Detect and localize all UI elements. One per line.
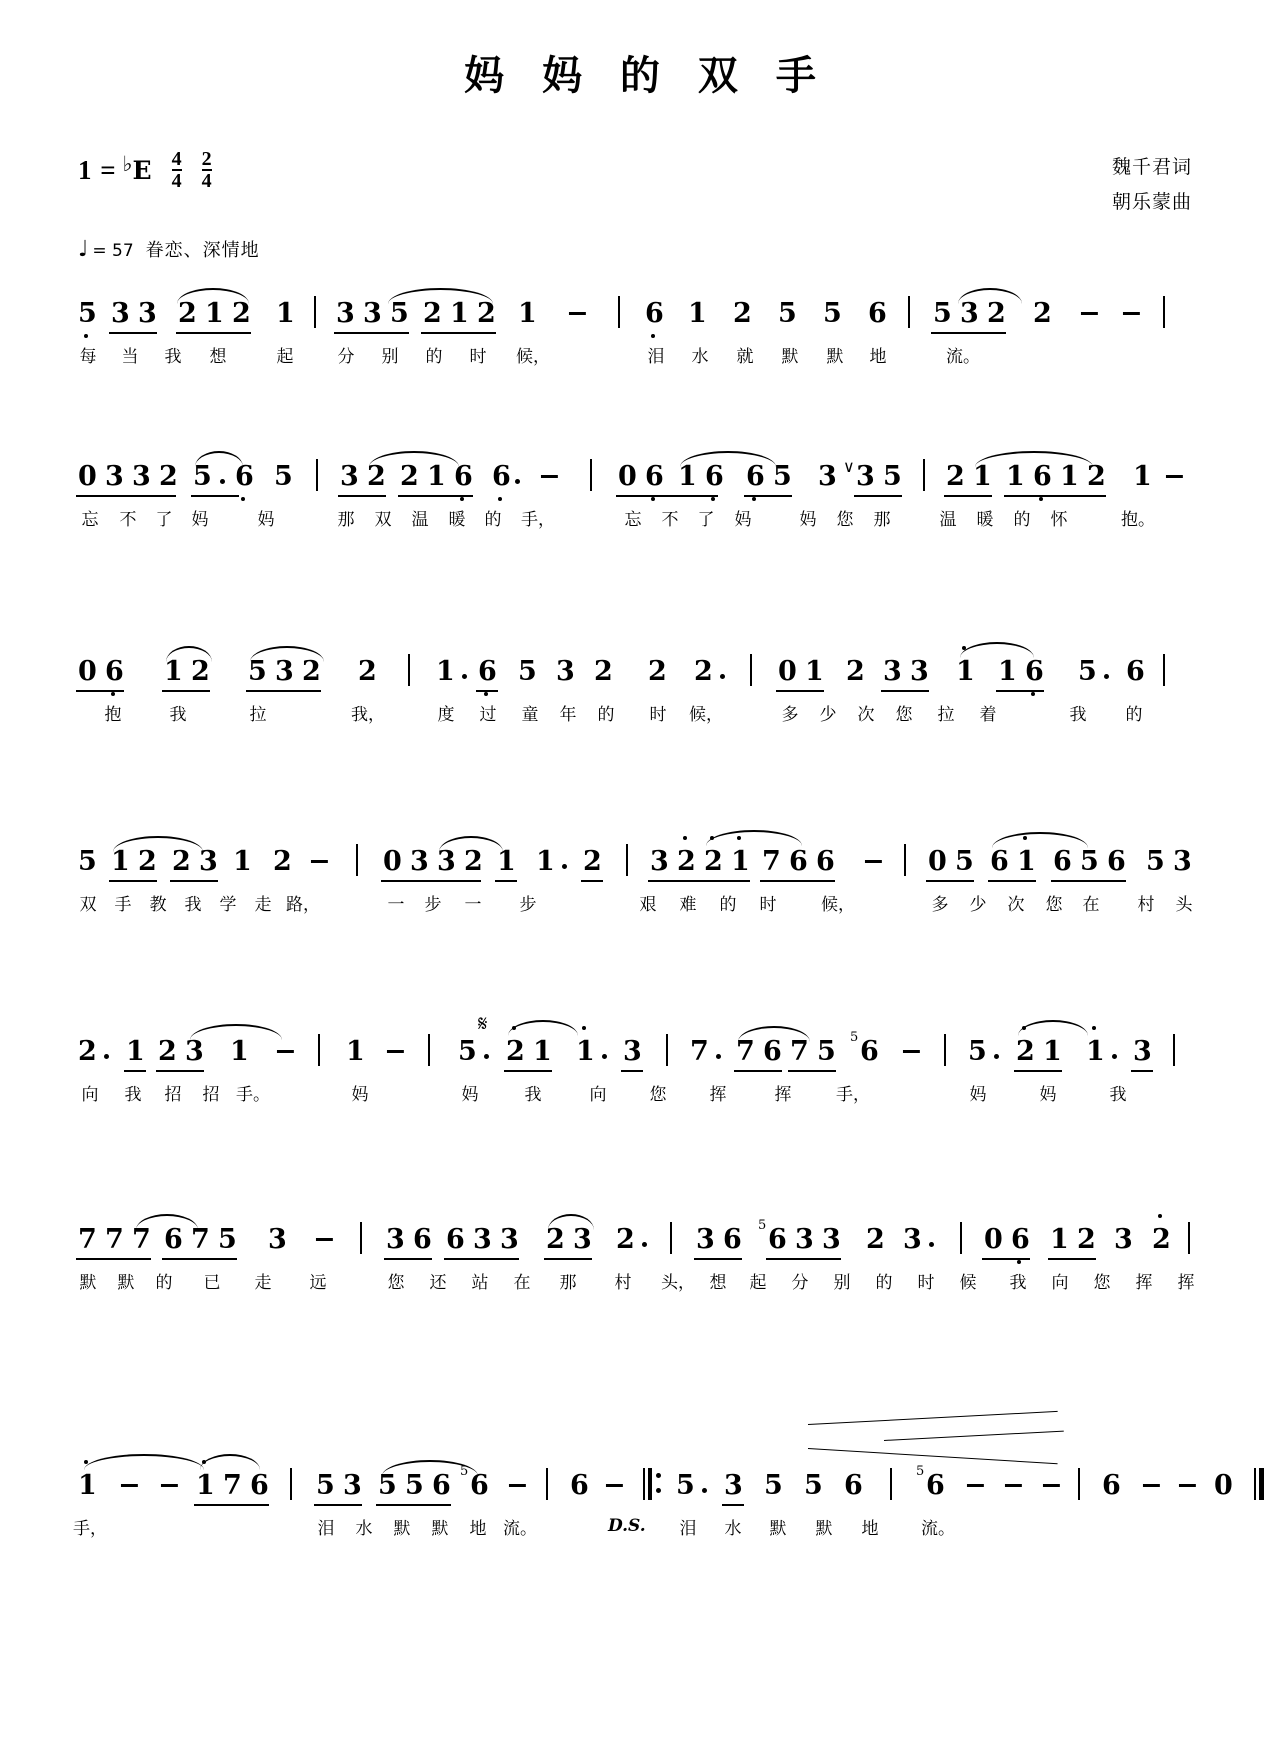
notes-row-6: 7 7 7 6 7 5 3 − 3 6 6 3 3 2 3 2 3 6 5 6 3 3 2 3 0 6 1 2 3 2: [78, 1218, 1202, 1264]
lyrics-row-6: 默 默 的 已 走 远 您 还 站 在 那 村 头， 想 起 分 别 的 时 候 我 向 您 挥 挥: [79, 1273, 1195, 1293]
notes-row-3: 0 6 1 2 5 3 2 2 1 6 5 3 2 2 2 0 1 2 3 3 1 1 6 5 6: [78, 650, 1202, 696]
system-2: [78, 455, 1202, 535]
meter-denominator: 4: [201, 170, 212, 193]
time-signature-1: [172, 150, 182, 191]
notes-row-4: 5 1 2 2 3 1 2 − 0 3 3 2 1 1 2 3 2 2 1 7 6 6 − 0 5 6 1 6 5 6 5 3: [78, 840, 1202, 886]
system-5: [78, 1012, 1202, 1110]
credits: [1112, 150, 1192, 220]
lyrics-row-4: 双 手 教 我 学 走 路， 一 步 一 步 艰 难 的 时 候， 多 少 次 您 在 村 头: [79, 895, 1193, 915]
lyrics-row-2: 忘 不 了 妈 妈 那 双 温 暖 的 手， 忘 不 了 妈 妈 您 那 温 暖 的 怀 抱。: [81, 510, 1155, 530]
tempo-marking: [78, 236, 260, 262]
expression-marking: 眷恋、深情地: [145, 240, 260, 261]
notes-row-1: 5 3 3 2 1 2 1 3 3 5 2 1 2 1 − 6 1 2 5 5 6 5 3 2 2 − −: [78, 292, 1202, 338]
key-signature: [78, 150, 212, 191]
meter-numerator: 2: [201, 148, 212, 170]
system-6: [78, 1218, 1202, 1298]
notes-row-5: 2 1 2 3 1 − 1 − 𝄋 5 2 1 1 3 7 7 6 7 5 5 6 − 5 2 1 1 3: [78, 1030, 1202, 1076]
key-one-equals: 1 =: [78, 154, 117, 185]
lyrics-row-3: 抱 我 拉 我， 度 过 童 年 的 时 候， 多 少 次 您 拉 着 我 的: [104, 705, 1143, 725]
system-1: [78, 292, 1202, 372]
time-signature-2: [202, 150, 212, 191]
system-4: [78, 840, 1202, 920]
flat-symbol: ♭: [122, 151, 133, 176]
page-title: 妈 妈 的 双 手: [464, 53, 828, 99]
system-3: [78, 650, 1202, 730]
meter-numerator: 4: [171, 148, 182, 170]
composer-credit: 朝乐蒙曲: [1111, 191, 1192, 214]
meter-denominator: 4: [171, 170, 182, 193]
lyricist-credit: 魏千君词: [1111, 156, 1192, 178]
segno-icon: 𝄋: [478, 1012, 488, 1037]
notes-row-2: 0 3 3 2 5 6 5 3 2 2 1 6 6 − 0 6 1 6 6 5 3 ∨ 3 5 2 1 1 6 1 2 1 −: [78, 455, 1202, 501]
ds-marking: D.S.: [608, 1516, 646, 1536]
lyrics-row-1: 每 当 我 想 起 分 别 的 时 候， 泪 水 就 默 默 地 流。: [79, 347, 980, 367]
system-7: [73, 1418, 1233, 1544]
lyrics-row-7: 手， 泪 水 默 默 地 流。 D.S. 泪 水 默 默 地 流。: [73, 1516, 955, 1539]
key-name: E: [132, 155, 152, 185]
notes-row-7: 1 − − 1 7 6 5 3 5 5 6 5 6 − 6 − 5 3 5 5 6 5 6 − − − 6 − − 0: [78, 1464, 1202, 1510]
lyrics-row-5: 向 我 招 招 手。 妈 妈 我 向 您 挥 挥 手， 妈 妈 我: [81, 1085, 1127, 1105]
tempo-bpm: = 57: [92, 241, 134, 261]
quarter-note-icon: ♩: [78, 237, 89, 262]
